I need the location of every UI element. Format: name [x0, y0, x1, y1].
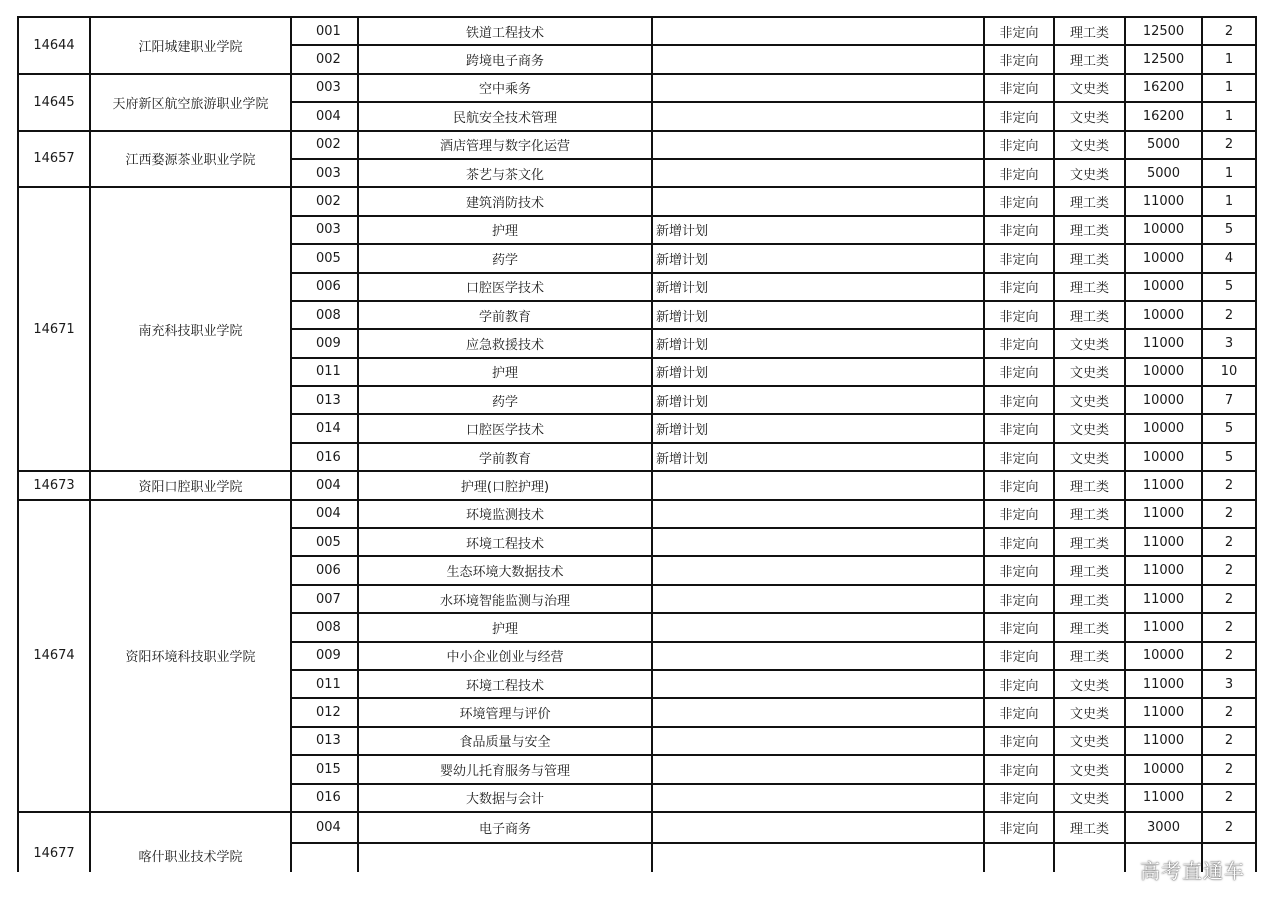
- major-name-cell: 护理: [358, 358, 652, 386]
- major-name-cell: 护理: [358, 216, 652, 244]
- note-cell: 新增计划: [652, 358, 984, 386]
- plan-count-cell: 5: [1202, 443, 1256, 471]
- major-code-cell: 006: [291, 273, 358, 301]
- orientation-cell: 非定向: [984, 755, 1054, 783]
- orientation-cell: 非定向: [984, 613, 1054, 641]
- note-cell: [652, 727, 984, 755]
- empty-cell: [291, 843, 358, 873]
- empty-cell: [984, 843, 1054, 873]
- plan-count-cell: 2: [1202, 727, 1256, 755]
- tuition-cell: 11000: [1125, 500, 1202, 528]
- tuition-cell: 10000: [1125, 216, 1202, 244]
- category-cell: 理工类: [1054, 301, 1125, 329]
- tuition-cell: 11000: [1125, 528, 1202, 556]
- orientation-cell: 非定向: [984, 642, 1054, 670]
- major-name-cell: 铁道工程技术: [358, 17, 652, 45]
- orientation-cell: 非定向: [984, 273, 1054, 301]
- orientation-cell: 非定向: [984, 556, 1054, 584]
- orientation-cell: 非定向: [984, 301, 1054, 329]
- major-name-cell: 建筑消防技术: [358, 187, 652, 215]
- orientation-cell: 非定向: [984, 45, 1054, 73]
- orientation-cell: 非定向: [984, 244, 1054, 272]
- orientation-cell: 非定向: [984, 329, 1054, 357]
- category-cell: 文史类: [1054, 159, 1125, 187]
- plan-count-cell: 3: [1202, 670, 1256, 698]
- category-cell: 文史类: [1054, 698, 1125, 726]
- plan-count-cell: 2: [1202, 585, 1256, 613]
- table-body: [18, 17, 1256, 872]
- note-cell: 新增计划: [652, 216, 984, 244]
- major-name-cell: 食品质量与安全: [358, 727, 652, 755]
- school-name-cell: 江西婺源茶业职业学院: [90, 131, 291, 188]
- major-name-cell: 民航安全技术管理: [358, 102, 652, 130]
- table-row: [18, 500, 1256, 528]
- tuition-cell: 10000: [1125, 386, 1202, 414]
- major-code-cell: 003: [291, 216, 358, 244]
- school-code-cell: 14673: [18, 471, 90, 499]
- note-cell: [652, 102, 984, 130]
- note-cell: 新增计划: [652, 443, 984, 471]
- note-cell: [652, 556, 984, 584]
- major-name-cell: 水环境智能监测与治理: [358, 585, 652, 613]
- category-cell: 理工类: [1054, 216, 1125, 244]
- major-code-cell: 016: [291, 443, 358, 471]
- plan-count-cell: 5: [1202, 414, 1256, 442]
- note-cell: [652, 642, 984, 670]
- category-cell: 文史类: [1054, 755, 1125, 783]
- orientation-cell: 非定向: [984, 159, 1054, 187]
- note-cell: [652, 159, 984, 187]
- orientation-cell: 非定向: [984, 585, 1054, 613]
- tuition-cell: 16200: [1125, 102, 1202, 130]
- major-code-cell: 014: [291, 414, 358, 442]
- orientation-cell: 非定向: [984, 102, 1054, 130]
- major-code-cell: 001: [291, 17, 358, 45]
- tuition-cell: 11000: [1125, 556, 1202, 584]
- tuition-cell: 5000: [1125, 159, 1202, 187]
- major-code-cell: 002: [291, 45, 358, 73]
- major-code-cell: 005: [291, 528, 358, 556]
- major-name-cell: 酒店管理与数字化运营: [358, 131, 652, 159]
- plan-count-cell: 7: [1202, 386, 1256, 414]
- watermark-text: 高考直通车: [1140, 859, 1245, 883]
- major-name-cell: 口腔医学技术: [358, 414, 652, 442]
- plan-count-cell: 2: [1202, 500, 1256, 528]
- note-cell: 新增计划: [652, 244, 984, 272]
- category-cell: 理工类: [1054, 528, 1125, 556]
- major-code-cell: 008: [291, 613, 358, 641]
- plan-count-cell: 2: [1202, 471, 1256, 499]
- orientation-cell: 非定向: [984, 784, 1054, 812]
- plan-count-cell: 2: [1202, 528, 1256, 556]
- major-code-cell: 008: [291, 301, 358, 329]
- orientation-cell: 非定向: [984, 74, 1054, 102]
- orientation-cell: 非定向: [984, 812, 1054, 843]
- school-code-cell: 14674: [18, 500, 90, 812]
- major-code-cell: 009: [291, 642, 358, 670]
- note-cell: [652, 670, 984, 698]
- tuition-cell: 16200: [1125, 74, 1202, 102]
- orientation-cell: 非定向: [984, 443, 1054, 471]
- note-cell: [652, 755, 984, 783]
- note-cell: [652, 528, 984, 556]
- major-name-cell: 环境管理与评价: [358, 698, 652, 726]
- major-code-cell: 011: [291, 358, 358, 386]
- category-cell: 文史类: [1054, 386, 1125, 414]
- tuition-cell: 12500: [1125, 17, 1202, 45]
- major-code-cell: 005: [291, 244, 358, 272]
- tuition-cell: 5000: [1125, 131, 1202, 159]
- major-code-cell: 004: [291, 471, 358, 499]
- note-cell: [652, 698, 984, 726]
- tuition-cell: 11000: [1125, 727, 1202, 755]
- table-row: [18, 131, 1256, 159]
- orientation-cell: 非定向: [984, 187, 1054, 215]
- empty-cell: [358, 843, 652, 873]
- orientation-cell: 非定向: [984, 216, 1054, 244]
- category-cell: 理工类: [1054, 45, 1125, 73]
- school-name-cell: 江阳城建职业学院: [90, 17, 291, 74]
- major-name-cell: 大数据与会计: [358, 784, 652, 812]
- tuition-cell: 11000: [1125, 698, 1202, 726]
- tuition-cell: 11000: [1125, 613, 1202, 641]
- plan-count-cell: 2: [1202, 755, 1256, 783]
- note-cell: [652, 131, 984, 159]
- category-cell: 文史类: [1054, 358, 1125, 386]
- major-code-cell: 012: [291, 698, 358, 726]
- tuition-cell: 10000: [1125, 244, 1202, 272]
- orientation-cell: 非定向: [984, 471, 1054, 499]
- orientation-cell: 非定向: [984, 358, 1054, 386]
- plan-count-cell: 5: [1202, 273, 1256, 301]
- major-code-cell: 013: [291, 727, 358, 755]
- plan-count-cell: 5: [1202, 216, 1256, 244]
- enrollment-plan-table: [17, 16, 1257, 872]
- plan-count-cell: 1: [1202, 74, 1256, 102]
- plan-count-cell: 2: [1202, 642, 1256, 670]
- category-cell: 文史类: [1054, 443, 1125, 471]
- category-cell: 文史类: [1054, 131, 1125, 159]
- tuition-cell: 10000: [1125, 755, 1202, 783]
- category-cell: 文史类: [1054, 784, 1125, 812]
- category-cell: 理工类: [1054, 500, 1125, 528]
- major-name-cell: 学前教育: [358, 301, 652, 329]
- plan-count-cell: 1: [1202, 187, 1256, 215]
- tuition-cell: 11000: [1125, 585, 1202, 613]
- note-cell: 新增计划: [652, 386, 984, 414]
- major-code-cell: 016: [291, 784, 358, 812]
- school-code-cell: 14645: [18, 74, 90, 131]
- table-row: [18, 187, 1256, 215]
- note-cell: [652, 585, 984, 613]
- major-code-cell: 009: [291, 329, 358, 357]
- note-cell: [652, 784, 984, 812]
- major-name-cell: 空中乘务: [358, 74, 652, 102]
- major-code-cell: 002: [291, 131, 358, 159]
- tuition-cell: 11000: [1125, 187, 1202, 215]
- tuition-cell: 11000: [1125, 784, 1202, 812]
- category-cell: 理工类: [1054, 642, 1125, 670]
- major-name-cell: 婴幼儿托育服务与管理: [358, 755, 652, 783]
- category-cell: 理工类: [1054, 17, 1125, 45]
- major-name-cell: 生态环境大数据技术: [358, 556, 652, 584]
- plan-count-cell: 2: [1202, 131, 1256, 159]
- school-name-cell: 南充科技职业学院: [90, 187, 291, 471]
- plan-count-cell: 2: [1202, 812, 1256, 843]
- category-cell: 文史类: [1054, 414, 1125, 442]
- major-name-cell: 中小企业创业与经营: [358, 642, 652, 670]
- major-name-cell: 口腔医学技术: [358, 273, 652, 301]
- major-code-cell: 007: [291, 585, 358, 613]
- note-cell: [652, 812, 984, 843]
- major-code-cell: 013: [291, 386, 358, 414]
- major-name-cell: 环境工程技术: [358, 528, 652, 556]
- note-cell: [652, 500, 984, 528]
- school-name-cell: 天府新区航空旅游职业学院: [90, 74, 291, 131]
- plan-count-cell: 10: [1202, 358, 1256, 386]
- note-cell: [652, 45, 984, 73]
- major-name-cell: 应急救援技术: [358, 329, 652, 357]
- major-name-cell: 护理(口腔护理): [358, 471, 652, 499]
- tuition-cell: 10000: [1125, 358, 1202, 386]
- school-code-cell: 14671: [18, 187, 90, 471]
- orientation-cell: 非定向: [984, 17, 1054, 45]
- category-cell: 理工类: [1054, 273, 1125, 301]
- plan-count-cell: 1: [1202, 102, 1256, 130]
- category-cell: 文史类: [1054, 670, 1125, 698]
- tuition-cell: 10000: [1125, 443, 1202, 471]
- category-cell: 文史类: [1054, 329, 1125, 357]
- note-cell: [652, 17, 984, 45]
- school-name-cell: 资阳环境科技职业学院: [90, 500, 291, 812]
- tuition-cell: 3000: [1125, 812, 1202, 843]
- school-code-cell: 14657: [18, 131, 90, 188]
- orientation-cell: 非定向: [984, 131, 1054, 159]
- major-name-cell: 护理: [358, 613, 652, 641]
- note-cell: 新增计划: [652, 301, 984, 329]
- category-cell: 理工类: [1054, 556, 1125, 584]
- orientation-cell: 非定向: [984, 500, 1054, 528]
- note-cell: [652, 471, 984, 499]
- major-code-cell: 011: [291, 670, 358, 698]
- orientation-cell: 非定向: [984, 386, 1054, 414]
- tuition-cell: 11000: [1125, 329, 1202, 357]
- table-row: [18, 471, 1256, 499]
- empty-cell: [652, 843, 984, 873]
- plan-count-cell: 2: [1202, 301, 1256, 329]
- category-cell: 理工类: [1054, 187, 1125, 215]
- orientation-cell: 非定向: [984, 698, 1054, 726]
- major-code-cell: 002: [291, 187, 358, 215]
- major-name-cell: 环境工程技术: [358, 670, 652, 698]
- category-cell: 理工类: [1054, 244, 1125, 272]
- major-name-cell: 学前教育: [358, 443, 652, 471]
- category-cell: 理工类: [1054, 471, 1125, 499]
- plan-count-cell: 2: [1202, 613, 1256, 641]
- plan-count-cell: 2: [1202, 556, 1256, 584]
- orientation-cell: 非定向: [984, 670, 1054, 698]
- note-cell: 新增计划: [652, 329, 984, 357]
- note-cell: [652, 187, 984, 215]
- major-name-cell: 茶艺与茶文化: [358, 159, 652, 187]
- table-row: [18, 17, 1256, 45]
- major-code-cell: 004: [291, 812, 358, 843]
- note-cell: 新增计划: [652, 273, 984, 301]
- plan-count-cell: 1: [1202, 159, 1256, 187]
- major-name-cell: 药学: [358, 244, 652, 272]
- major-name-cell: 电子商务: [358, 812, 652, 843]
- note-cell: [652, 74, 984, 102]
- major-code-cell: 004: [291, 102, 358, 130]
- major-name-cell: 药学: [358, 386, 652, 414]
- tuition-cell: 11000: [1125, 471, 1202, 499]
- category-cell: 理工类: [1054, 812, 1125, 843]
- major-code-cell: 004: [291, 500, 358, 528]
- note-cell: 新增计划: [652, 414, 984, 442]
- school-name-cell: 喀什职业技术学院: [90, 812, 291, 872]
- tuition-cell: 10000: [1125, 642, 1202, 670]
- tuition-cell: 10000: [1125, 273, 1202, 301]
- orientation-cell: 非定向: [984, 414, 1054, 442]
- plan-count-cell: 2: [1202, 17, 1256, 45]
- category-cell: 文史类: [1054, 74, 1125, 102]
- category-cell: 文史类: [1054, 727, 1125, 755]
- major-code-cell: 015: [291, 755, 358, 783]
- category-cell: 理工类: [1054, 585, 1125, 613]
- plan-count-cell: 4: [1202, 244, 1256, 272]
- tuition-cell: 10000: [1125, 414, 1202, 442]
- tuition-cell: 12500: [1125, 45, 1202, 73]
- major-name-cell: 环境监测技术: [358, 500, 652, 528]
- orientation-cell: 非定向: [984, 528, 1054, 556]
- school-code-cell: 14644: [18, 17, 90, 74]
- major-name-cell: 跨境电子商务: [358, 45, 652, 73]
- major-code-cell: 006: [291, 556, 358, 584]
- plan-count-cell: 2: [1202, 784, 1256, 812]
- tuition-cell: 11000: [1125, 670, 1202, 698]
- category-cell: 文史类: [1054, 102, 1125, 130]
- table-row: [18, 812, 1256, 843]
- table-row: [18, 74, 1256, 102]
- orientation-cell: 非定向: [984, 727, 1054, 755]
- plan-count-cell: 2: [1202, 698, 1256, 726]
- major-code-cell: 003: [291, 74, 358, 102]
- category-cell: 理工类: [1054, 613, 1125, 641]
- school-name-cell: 资阳口腔职业学院: [90, 471, 291, 499]
- plan-count-cell: 1: [1202, 45, 1256, 73]
- tuition-cell: 10000: [1125, 301, 1202, 329]
- major-code-cell: 003: [291, 159, 358, 187]
- school-code-cell: 14677: [18, 812, 90, 872]
- plan-count-cell: 3: [1202, 329, 1256, 357]
- note-cell: [652, 613, 984, 641]
- empty-cell: [1054, 843, 1125, 873]
